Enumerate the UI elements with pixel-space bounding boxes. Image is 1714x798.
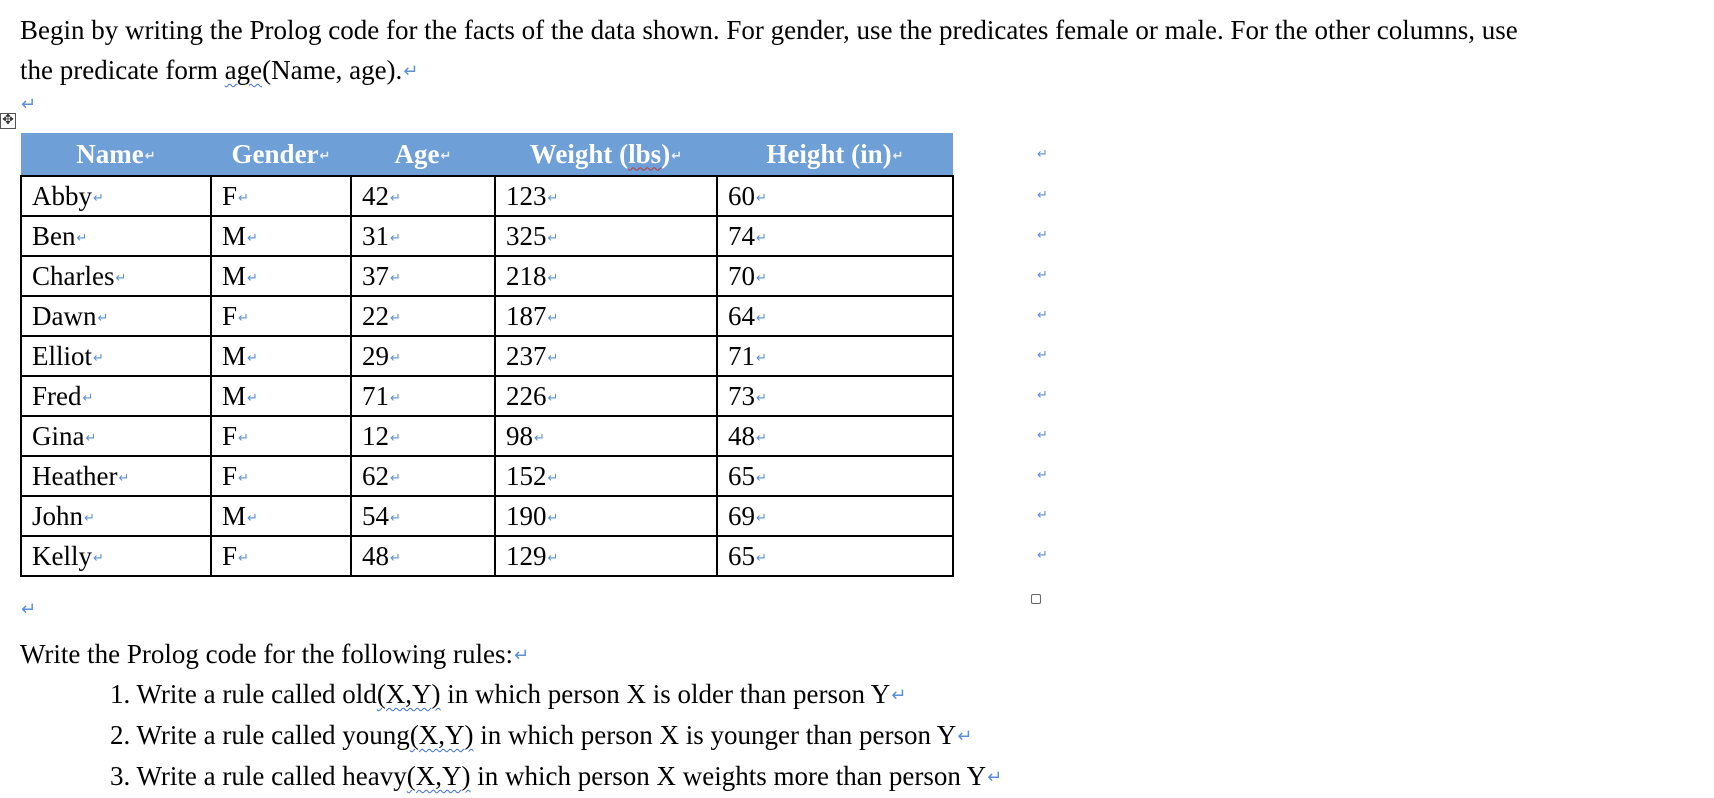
cell-mark-icon: ↵ (118, 470, 130, 486)
spellcheck-word-age[interactable]: age (224, 55, 263, 85)
cell-value: 69 (728, 500, 755, 531)
cell-age[interactable] (351, 536, 495, 576)
table-body (21, 176, 953, 576)
rules-intro (20, 634, 529, 676)
cell-name[interactable] (21, 336, 211, 376)
table-row (21, 456, 953, 496)
cell-gender[interactable] (211, 456, 351, 496)
cell-weight[interactable] (495, 176, 717, 216)
cell-name[interactable] (21, 216, 211, 256)
cell-gender[interactable] (211, 336, 351, 376)
cell-mark-icon: ↵ (547, 470, 559, 486)
cell-weight[interactable] (495, 416, 717, 456)
intro-line-1 (20, 10, 1518, 50)
cell-value: 218 (506, 260, 547, 291)
cell-mark-icon: ↵ (390, 550, 401, 566)
cell-mark-icon: ↵ (756, 390, 767, 406)
cell-value: 123 (506, 180, 547, 211)
cell-value: M (222, 340, 247, 371)
table-row (21, 176, 953, 216)
rule-item: 2. Write a rule called young(X,Y) in which person X is younger than person Y↵ (110, 720, 973, 750)
cell-value: 54 (362, 500, 389, 531)
table-resize-handle[interactable] (1031, 594, 1041, 604)
cell-height[interactable] (717, 296, 953, 336)
cell-value: Fred (32, 380, 82, 411)
paragraph-mark-icon: ↵ (21, 599, 37, 620)
cell-mark-icon: ↵ (756, 470, 767, 486)
cell-mark-icon: ↵ (238, 550, 249, 566)
intro-text-2-suffix: (Name, age). (262, 55, 403, 85)
cell-value: Charles (32, 260, 115, 291)
cell-mark-icon: ↵ (547, 510, 559, 526)
paragraph-mark-icon: ↵ (987, 767, 1003, 788)
header-name: Name↵ (21, 133, 211, 176)
people-table (20, 133, 954, 577)
cell-mark-icon: ↵ (93, 350, 104, 366)
cell-value: Ben (32, 220, 76, 251)
cell-name[interactable] (21, 456, 211, 496)
cell-value: M (222, 220, 247, 251)
cell-height[interactable] (717, 336, 953, 376)
paragraph-mark-icon: ↵ (957, 726, 973, 747)
cell-value: 65 (728, 460, 755, 491)
cell-value: 152 (506, 460, 547, 491)
cell-mark-icon: ↵ (756, 430, 767, 446)
cell-height[interactable] (717, 456, 953, 496)
cell-mark-icon: ↵ (756, 230, 767, 246)
row-end-mark-icon: ↵ (1037, 468, 1048, 483)
cell-mark-icon: ↵ (547, 270, 559, 286)
cell-mark-icon: ↵ (756, 510, 767, 526)
cell-height[interactable] (717, 256, 953, 296)
cell-value: 98 (506, 420, 533, 451)
table-row (21, 536, 953, 576)
cell-mark-icon: ↵ (247, 390, 258, 406)
cell-value: M (222, 380, 247, 411)
cell-name[interactable] (21, 376, 211, 416)
rule-item: 3. Write a rule called heavy(X,Y) in which person X weights more than person Y↵ (110, 761, 1003, 791)
cell-mark-icon: ↵ (85, 430, 97, 446)
cell-age[interactable] (351, 456, 495, 496)
cell-gender[interactable] (211, 496, 351, 536)
table-row (21, 216, 953, 256)
cell-age[interactable] (351, 216, 495, 256)
cell-value: 325 (506, 220, 547, 251)
cell-height[interactable] (717, 376, 953, 416)
cell-value: 70 (728, 260, 755, 291)
cell-value: 48 (362, 540, 389, 571)
table-row (21, 296, 953, 336)
cell-gender[interactable] (211, 216, 351, 256)
header-age: Age↵ (351, 133, 495, 176)
row-end-mark-icon: ↵ (1037, 508, 1048, 523)
cell-mark-icon: ↵ (390, 270, 401, 286)
table-move-handle-icon[interactable]: ✥ (0, 113, 16, 129)
cell-value: F (222, 540, 238, 571)
cell-gender[interactable] (211, 176, 351, 216)
cell-mark-icon: ↵ (247, 230, 258, 246)
cell-value: 73 (728, 380, 755, 411)
intro-text-1: Begin by writing the Prolog code for the facts of the data shown. For gender, use the predicates female or male. For the other columns, use (20, 15, 1518, 45)
cell-mark-icon: ↵ (756, 350, 767, 366)
cell-mark-icon: ↵ (390, 430, 401, 446)
row-end-mark-icon: ↵ (1037, 428, 1048, 443)
cell-mark-icon: ↵ (82, 390, 94, 406)
spellcheck-word-lbs[interactable]: lbs (628, 138, 662, 169)
rule-item: 1. Write a rule called old(X,Y) in which person X is older than person Y↵ (110, 679, 907, 709)
cell-height[interactable] (717, 536, 953, 576)
cell-weight[interactable] (495, 336, 717, 376)
paragraph-mark-icon: ↵ (21, 94, 37, 115)
cell-mark-icon: ↵ (319, 148, 331, 164)
cell-mark-icon: ↵ (390, 510, 401, 526)
cell-mark-icon: ↵ (238, 470, 249, 486)
spellcheck-args[interactable]: (X,Y) (409, 720, 474, 750)
row-end-mark-icon: ↵ (1037, 388, 1048, 403)
cell-mark-icon: ↵ (390, 470, 401, 486)
cell-mark-icon: ↵ (547, 550, 559, 566)
cell-age[interactable] (351, 256, 495, 296)
cell-value: Abby (32, 180, 92, 211)
cell-height[interactable] (717, 176, 953, 216)
paragraph-mark-icon: ↵ (403, 61, 419, 82)
cell-gender[interactable] (211, 416, 351, 456)
cell-mark-icon: ↵ (671, 148, 683, 164)
cell-mark-icon: ↵ (76, 230, 88, 246)
cell-mark-icon: ↵ (84, 510, 95, 526)
cell-value: John (32, 500, 84, 531)
cell-value: 71 (728, 340, 755, 371)
cell-mark-icon: ↵ (547, 230, 559, 246)
intro-text-2-prefix: the predicate form (20, 55, 225, 85)
cell-weight[interactable] (495, 296, 717, 336)
table-row (21, 336, 953, 376)
cell-age[interactable] (351, 416, 495, 456)
cell-mark-icon: ↵ (390, 230, 401, 246)
cell-weight[interactable] (495, 216, 717, 256)
cell-height[interactable] (717, 416, 953, 456)
cell-value: 31 (362, 220, 389, 251)
cell-mark-icon: ↵ (547, 190, 559, 206)
cell-age[interactable] (351, 376, 495, 416)
intro-line-2 (20, 50, 418, 92)
cell-mark-icon: ↵ (534, 430, 545, 446)
cell-value: Heather (32, 460, 118, 491)
cell-age[interactable] (351, 496, 495, 536)
cell-value: Kelly (32, 540, 92, 571)
cell-value: 62 (362, 460, 389, 491)
cell-weight[interactable] (495, 256, 717, 296)
cell-value: F (222, 420, 238, 451)
cell-value: F (222, 180, 238, 211)
cell-gender[interactable] (211, 256, 351, 296)
row-end-mark-icon: ↵ (1037, 548, 1048, 563)
cell-value: 187 (506, 300, 547, 331)
cell-mark-icon: ↵ (440, 148, 452, 164)
row-end-mark-icon: ↵ (1037, 188, 1048, 203)
header-height: Height (in)↵ (717, 133, 953, 176)
cell-mark-icon: ↵ (547, 390, 559, 406)
cell-mark-icon: ↵ (93, 550, 104, 566)
cell-value: Elliot (32, 340, 92, 371)
paragraph-mark-icon: ↵ (891, 685, 907, 706)
table-row (21, 256, 953, 296)
cell-weight[interactable] (495, 456, 717, 496)
cell-mark-icon: ↵ (756, 190, 767, 206)
cell-mark-icon: ↵ (247, 350, 258, 366)
cell-value: 226 (506, 380, 547, 411)
cell-height[interactable] (717, 496, 953, 536)
cell-mark-icon: ↵ (756, 270, 767, 286)
table-row (21, 496, 953, 536)
cell-value: Gina (32, 420, 85, 451)
cell-value: 37 (362, 260, 389, 291)
cell-name[interactable] (21, 496, 211, 536)
cell-mark-icon: ↵ (238, 190, 249, 206)
cell-age[interactable] (351, 296, 495, 336)
cell-mark-icon: ↵ (892, 148, 904, 164)
header-weight: Weight (lbs)↵ (495, 133, 717, 176)
cell-mark-icon: ↵ (144, 148, 156, 164)
cell-value: 129 (506, 540, 547, 571)
rules-intro-text: Write the Prolog code for the following rules: (20, 639, 514, 669)
header-gender: Gender↵ (211, 133, 351, 176)
cell-mark-icon: ↵ (97, 310, 109, 326)
cell-value: 74 (728, 220, 755, 251)
paragraph-mark-icon: ↵ (514, 645, 530, 666)
cell-weight[interactable] (495, 496, 717, 536)
cell-value: 190 (506, 500, 547, 531)
cell-mark-icon: ↵ (238, 310, 249, 326)
cell-mark-icon: ↵ (756, 310, 767, 326)
cell-mark-icon: ↵ (247, 270, 258, 286)
cell-name[interactable] (21, 416, 211, 456)
cell-mark-icon: ↵ (547, 310, 559, 326)
cell-gender[interactable] (211, 536, 351, 576)
row-end-mark-icon: ↵ (1037, 268, 1048, 283)
table-row (21, 416, 953, 456)
row-end-mark-icon: ↵ (1037, 147, 1048, 162)
cell-weight[interactable] (495, 536, 717, 576)
cell-mark-icon: ↵ (247, 510, 258, 526)
cell-mark-icon: ↵ (390, 190, 401, 206)
cell-weight[interactable] (495, 376, 717, 416)
cell-value: Dawn (32, 300, 97, 331)
cell-value: 64 (728, 300, 755, 331)
row-end-mark-icon: ↵ (1037, 308, 1048, 323)
cell-name[interactable] (21, 536, 211, 576)
cell-value: 71 (362, 380, 389, 411)
cell-mark-icon: ↵ (390, 390, 401, 406)
cell-mark-icon: ↵ (115, 270, 127, 286)
cell-mark-icon: ↵ (390, 310, 401, 326)
cell-value: 60 (728, 180, 755, 211)
cell-value: 65 (728, 540, 755, 571)
cell-height[interactable] (717, 216, 953, 256)
cell-mark-icon: ↵ (756, 550, 767, 566)
spellcheck-args[interactable]: (X,Y) (376, 679, 441, 709)
row-end-mark-icon: ↵ (1037, 348, 1048, 363)
cell-value: 237 (506, 340, 547, 371)
cell-value: 12 (362, 420, 389, 451)
cell-value: 22 (362, 300, 389, 331)
cell-gender[interactable] (211, 296, 351, 336)
cell-mark-icon: ↵ (547, 350, 559, 366)
cell-value: 29 (362, 340, 389, 371)
cell-value: 48 (728, 420, 755, 451)
table-header-row (21, 133, 953, 176)
cell-value: F (222, 300, 238, 331)
cell-mark-icon: ↵ (390, 350, 401, 366)
cell-name[interactable] (21, 176, 211, 216)
cell-gender[interactable] (211, 376, 351, 416)
cell-value: 42 (362, 180, 389, 211)
cell-value: M (222, 260, 247, 291)
cell-value: F (222, 460, 238, 491)
cell-mark-icon: ↵ (238, 430, 249, 446)
row-end-mark-icon: ↵ (1037, 228, 1048, 243)
cell-mark-icon: ↵ (93, 190, 104, 206)
cell-name[interactable] (21, 296, 211, 336)
cell-name[interactable] (21, 256, 211, 296)
cell-age[interactable] (351, 336, 495, 376)
cell-value: M (222, 500, 247, 531)
cell-age[interactable] (351, 176, 495, 216)
table-row (21, 376, 953, 416)
spellcheck-args[interactable]: (X,Y) (406, 761, 471, 791)
row-end-marks (1036, 133, 1056, 576)
